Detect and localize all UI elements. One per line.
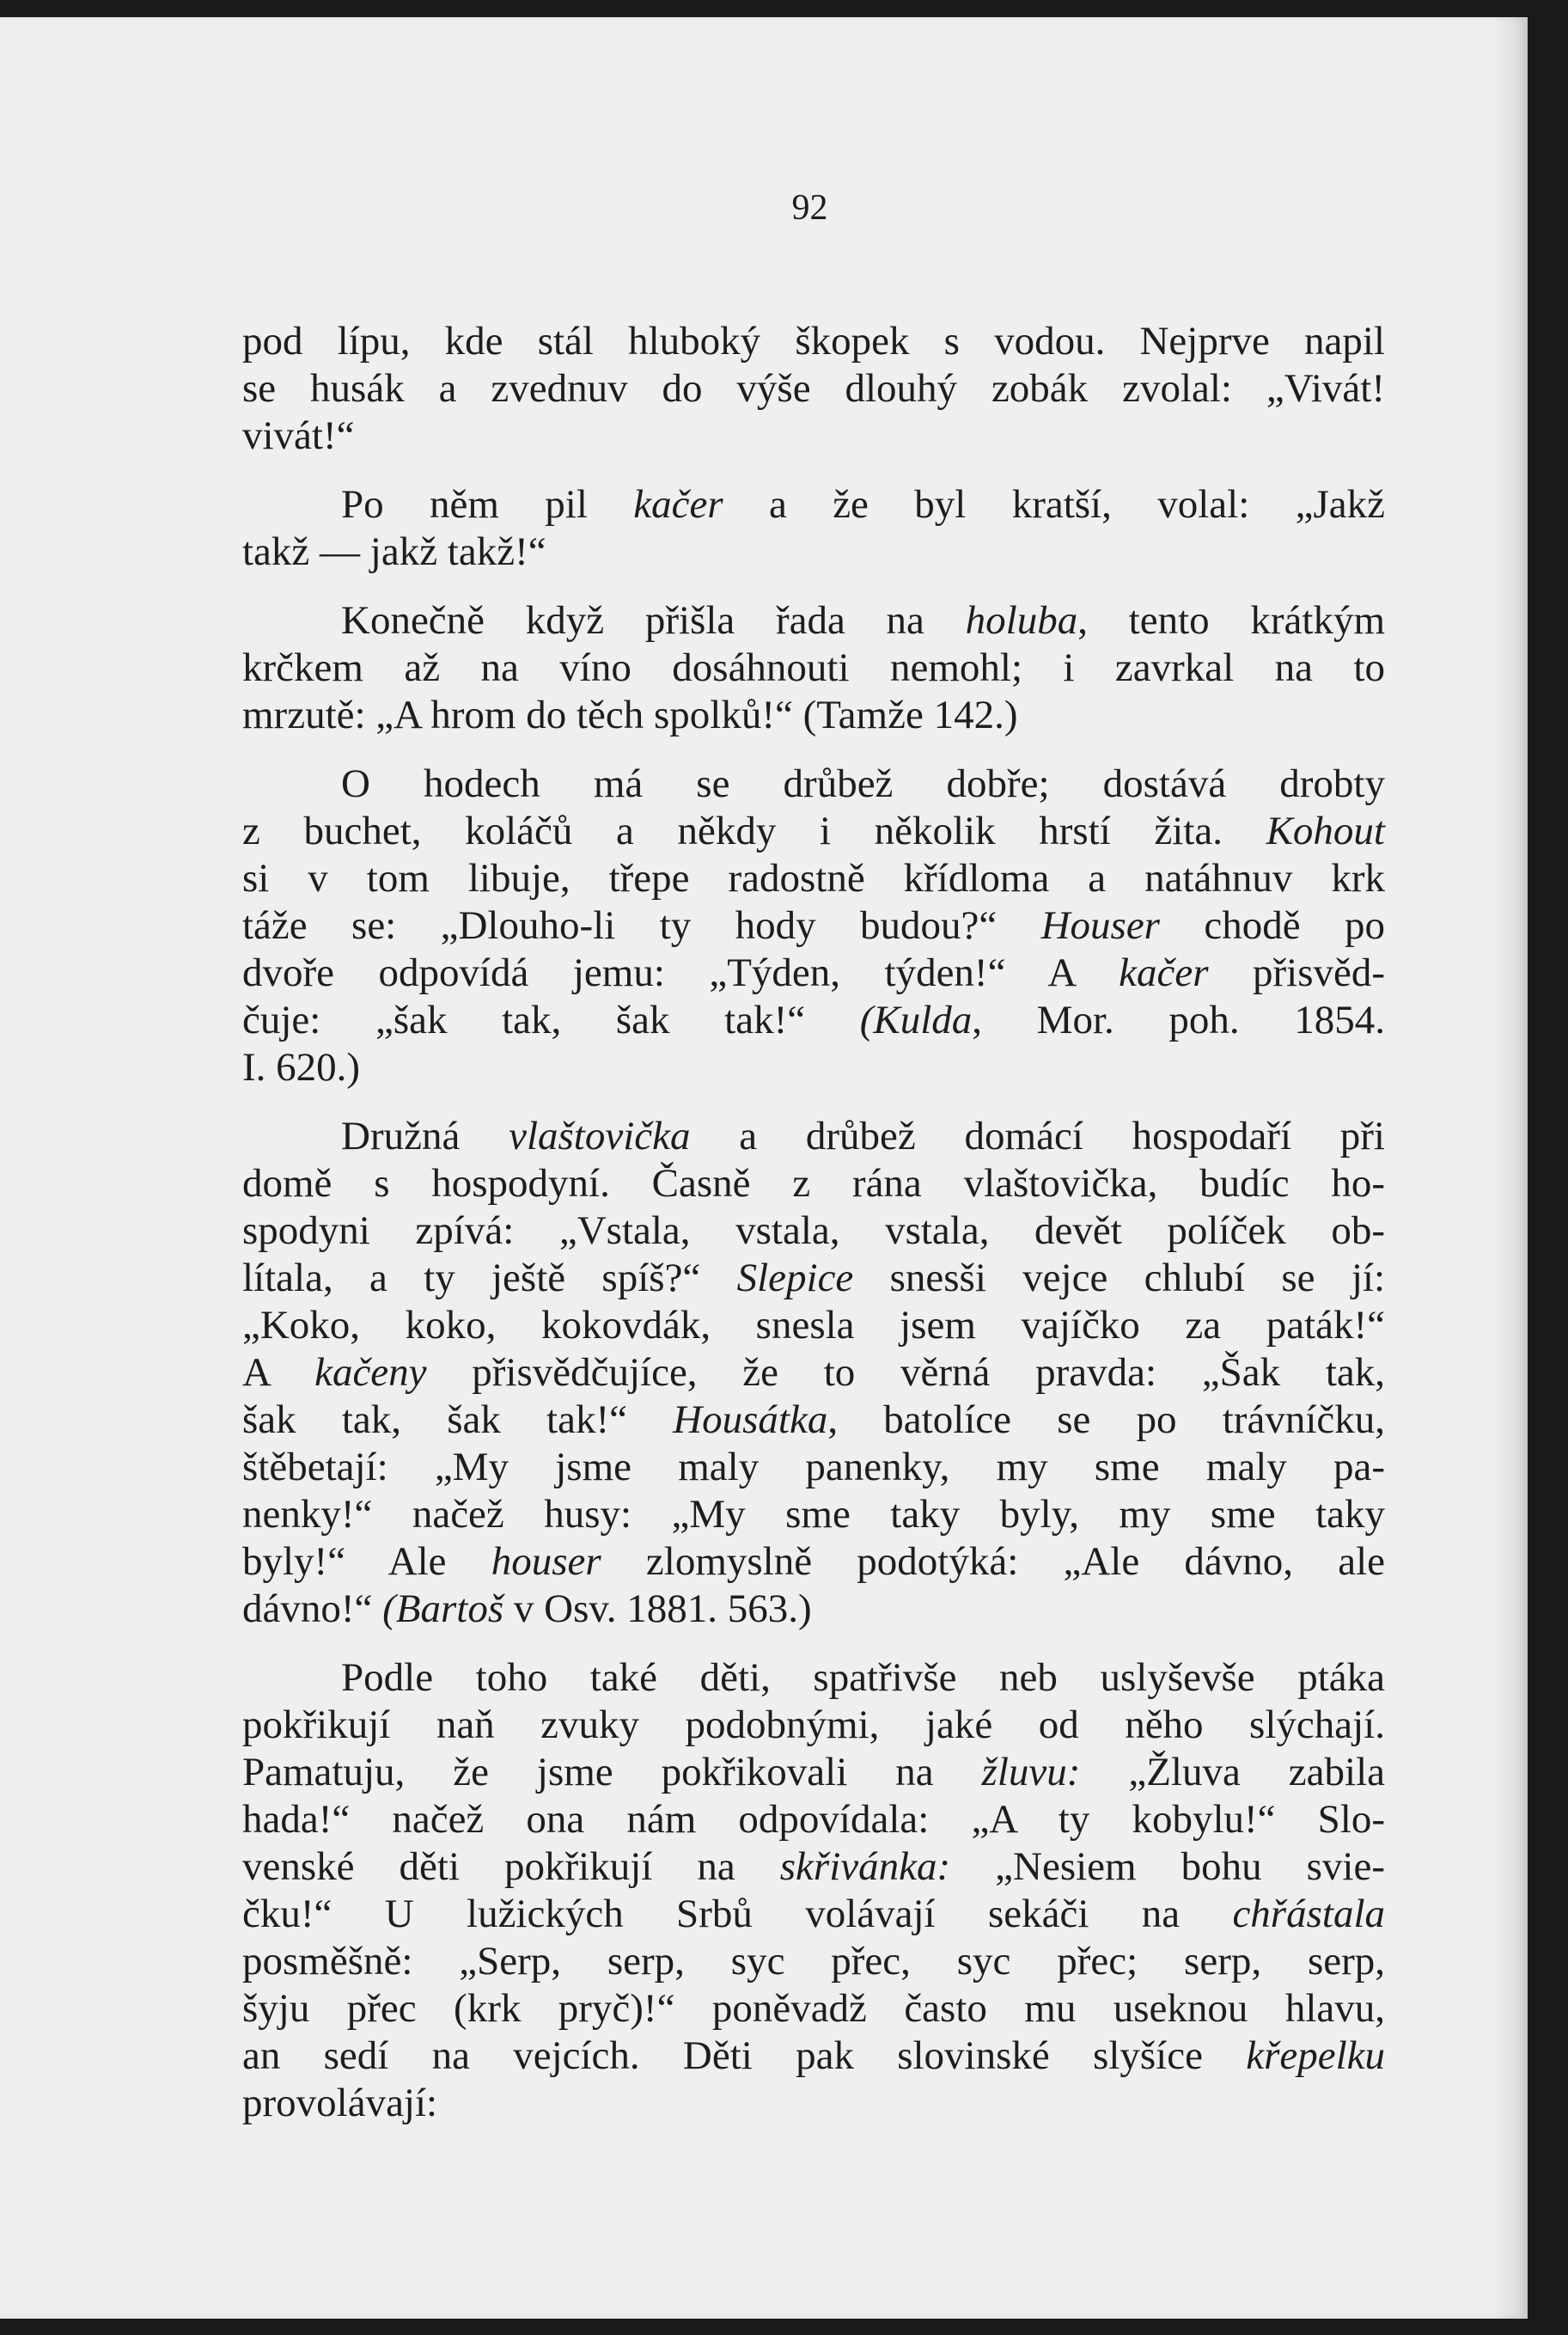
text-run: Družná — [341, 1114, 509, 1158]
italic-run: chřástala — [1232, 1892, 1385, 1936]
text-line — [242, 1538, 1385, 1586]
text-run: pod lípu, kde stál hluboký škopek s vodou. Nejprve napil — [242, 319, 1385, 364]
text-line — [242, 413, 1385, 460]
text-line — [242, 1985, 1385, 2032]
italic-run: kačer — [633, 482, 723, 527]
paragraph — [242, 481, 1385, 576]
italic-run: houser — [491, 1539, 601, 1584]
text-run: šyju přec (krk pryč)!“ poněvadž často mu useknou hlavu, — [242, 1986, 1385, 2031]
text-line — [242, 529, 1385, 576]
text-run: hada!“ načež ona nám odpovídala: „A ty kobylu!“ Slo- — [242, 1797, 1385, 1842]
text-run: zlomyslně podotýká: „Ale dávno, ale — [601, 1539, 1385, 1584]
text-run: Pamatuju, že jsme pokřikovali na — [242, 1750, 982, 1794]
text-run: přisvědčujíce, že to věrná pravda: „Šak tak, — [426, 1350, 1385, 1395]
italic-run: Kohout — [1266, 809, 1385, 853]
text-run: dávno!“ — [242, 1586, 383, 1631]
italic-run: křepelku — [1246, 2033, 1385, 2078]
text-line — [242, 997, 1385, 1044]
text-line — [242, 692, 1385, 739]
italic-run: skřivánka: — [779, 1844, 951, 1889]
italic-run: Slepice — [736, 1256, 854, 1300]
paragraph — [242, 761, 1385, 1091]
text-line — [242, 1843, 1385, 1891]
text-line — [242, 808, 1385, 855]
text-line — [242, 1491, 1385, 1538]
text-line — [242, 1349, 1385, 1397]
text-line — [242, 2032, 1385, 2080]
text-run: a drůbež domácí hospodaří při — [690, 1114, 1385, 1158]
text-run: dvoře odpovídá jemu: „Týden, týden!“ A — [242, 951, 1120, 995]
text-run: , batolíce se po trávníčku, — [827, 1397, 1385, 1442]
text-line — [242, 761, 1385, 808]
italic-run: kačeny — [314, 1350, 427, 1395]
paragraph — [242, 1654, 1385, 2127]
text-run: , tento krátkým — [1077, 598, 1385, 643]
text-run: lítala, a ty ještě spíš?“ — [242, 1256, 737, 1300]
text-run: domě s hospodyní. Časně z rána vlaštovička, budíc ho- — [242, 1161, 1385, 1206]
text-line — [242, 318, 1385, 365]
text-line — [242, 1397, 1385, 1444]
paragraph — [242, 1113, 1385, 1633]
italic-run: holuba — [965, 598, 1078, 643]
text-run: krčkem až na víno dosáhnouti nemohl; i zavrkal na to — [242, 645, 1385, 690]
text-line — [242, 1586, 1385, 1633]
page-edge-shadow — [1493, 17, 1528, 2319]
text-run: „Nesiem bohu svie- — [950, 1844, 1385, 1889]
text-run: takž — jakž takž!“ — [242, 529, 546, 574]
text-run: A — [242, 1350, 315, 1395]
text-line — [242, 645, 1385, 692]
text-run: Podle toho také děti, spatřivše neb uslyševše ptáka — [341, 1655, 1385, 1700]
text-run: I. 620.) — [242, 1045, 361, 1090]
text-line — [242, 1302, 1385, 1349]
text-run: přisvěd- — [1208, 951, 1385, 995]
text-run: táže se: „Dlouho-li ty hody budou?“ — [242, 903, 1041, 948]
text-run: mrzutě: „A hrom do těch spolků!“ (Tamže 142.) — [242, 693, 1018, 737]
text-run: , Mor. poh. 1854. — [972, 998, 1385, 1042]
text-line — [242, 902, 1385, 950]
text-run: posměšně: „Serp, serp, syc přec, syc přec; serp, serp, — [242, 1939, 1385, 1984]
text-line — [242, 1702, 1385, 1749]
italic-run: Houser — [1040, 903, 1160, 948]
text-line — [242, 1255, 1385, 1302]
text-run: se husák a zvednuv do výše dlouhý zobák zvolal: „Vivát! — [242, 366, 1385, 411]
text-run: vivát!“ — [242, 413, 355, 458]
text-run: venské děti pokřikují na — [242, 1844, 780, 1889]
text-line — [242, 950, 1385, 997]
text-run: an sedí na vejcích. Děti pak slovinské slyšíce — [242, 2033, 1247, 2078]
text-line — [242, 1044, 1385, 1091]
text-run: štěbetají: „My jsme maly panenky, my sme maly pa- — [242, 1445, 1385, 1489]
text-line — [242, 1444, 1385, 1491]
text-run: nenky!“ načež husy: „My sme taky byly, my sme taky — [242, 1492, 1385, 1537]
text-run: v Osv. 1881. 563.) — [503, 1586, 812, 1631]
text-line — [242, 365, 1385, 413]
text-run: „Koko, koko, kokovdák, snesla jsem vajíčko za paták!“ — [242, 1303, 1385, 1348]
text-run: a že byl kratší, volal: „Jakž — [723, 482, 1385, 527]
italic-run: (Kulda — [859, 998, 973, 1042]
text-run: O hodech má se drůbež dobře; dostává drobty — [341, 761, 1385, 806]
italic-run: Housátka — [673, 1397, 828, 1442]
text-line — [242, 1654, 1385, 1702]
text-run: chodě po — [1159, 903, 1385, 948]
text-run: spodyni zpívá: „Vstala, vstala, vstala, devět políček ob- — [242, 1208, 1385, 1253]
italic-run: (Bartoš — [382, 1586, 504, 1631]
italic-run: žluvu: — [981, 1750, 1081, 1794]
book-page — [0, 17, 1528, 2319]
text-run: z buchet, koláčů a někdy i několik hrstí žita. — [242, 809, 1266, 853]
text-line — [242, 597, 1385, 645]
text-run: „Žluva zabila — [1080, 1750, 1385, 1794]
paragraph — [242, 318, 1385, 460]
text-line — [242, 1160, 1385, 1207]
text-line — [242, 855, 1385, 902]
body-text — [242, 318, 1385, 2127]
text-line — [242, 1207, 1385, 1255]
italic-run: vlaštovička — [509, 1114, 691, 1158]
text-run: šak tak, šak tak!“ — [242, 1397, 674, 1442]
text-line — [242, 1938, 1385, 1985]
text-line — [242, 2080, 1385, 2127]
text-run: byly!“ Ale — [242, 1539, 491, 1584]
text-line — [242, 1113, 1385, 1160]
text-run: Po něm pil — [341, 482, 634, 527]
italic-run: kačer — [1119, 951, 1209, 995]
text-line — [242, 1796, 1385, 1843]
text-line — [242, 481, 1385, 529]
text-run: snesši vejce chlubí se jí: — [853, 1256, 1385, 1300]
text-run: pokřikují naň zvuky podobnými, jaké od něho slýchají. — [242, 1702, 1385, 1747]
page-number: 92 — [791, 188, 828, 228]
text-run: čku!“ U lužických Srbů volávají sekáči na — [242, 1892, 1233, 1936]
text-run: provolávají: — [242, 2081, 438, 2125]
text-run: si v tom libuje, třepe radostně křídloma a natáhnuv krk — [242, 856, 1385, 901]
text-line — [242, 1749, 1385, 1796]
paragraph — [242, 597, 1385, 739]
text-run: Konečně když přišla řada na — [341, 598, 966, 643]
text-run: čuje: „šak tak, šak tak!“ — [242, 998, 860, 1042]
text-line — [242, 1891, 1385, 1938]
